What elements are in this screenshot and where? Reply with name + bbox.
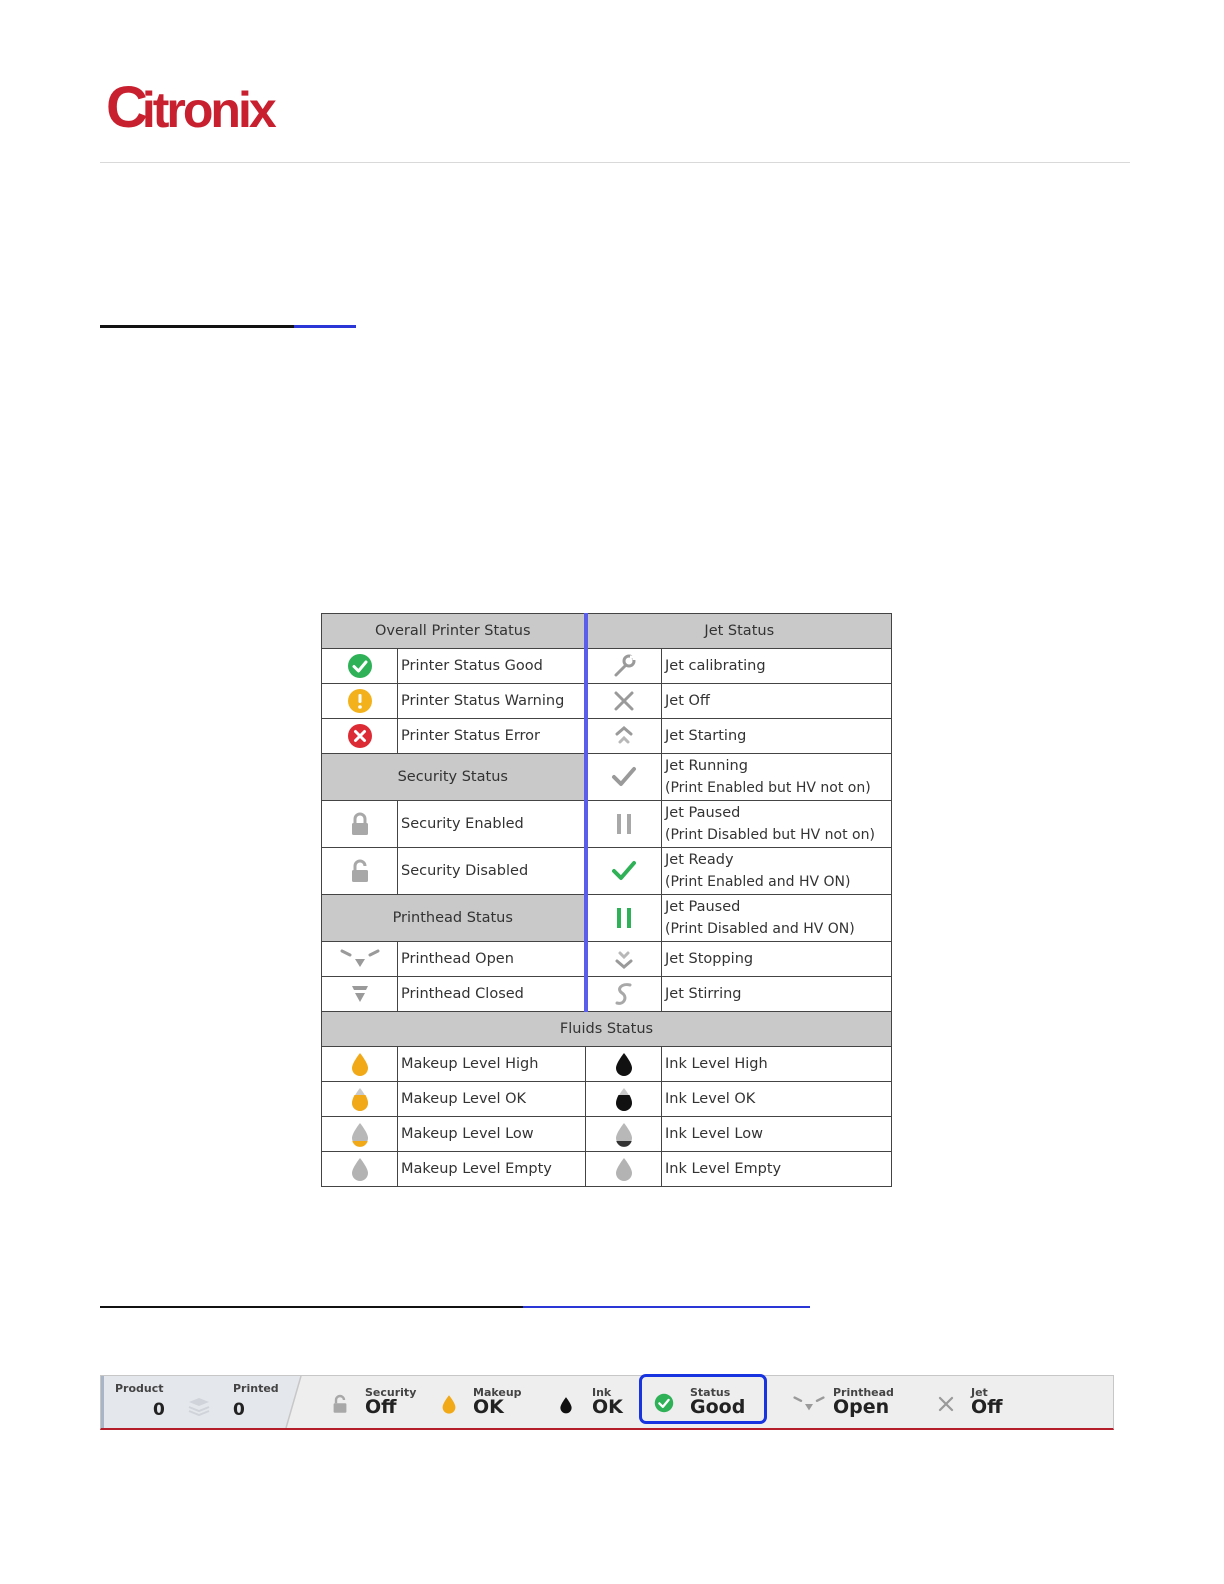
- jet-row-sublabel: (Print Enabled and HV ON): [665, 874, 851, 890]
- check-gray-icon: [611, 766, 637, 788]
- x-icon: [612, 689, 636, 713]
- jet-row-label: Jet Off: [662, 684, 892, 719]
- printed-value: 0: [233, 1400, 245, 1420]
- check-circle-icon: [654, 1393, 674, 1413]
- jet-row-label: Jet Running: [665, 758, 748, 774]
- section-rule-1: [100, 325, 294, 328]
- makeup-value: OK: [473, 1396, 504, 1418]
- layers-icon: [187, 1396, 211, 1416]
- jet-stopping-icon: [612, 947, 636, 971]
- product-counter: [115, 1376, 185, 1428]
- check-circle-icon: [347, 653, 373, 679]
- lock-open-icon: [332, 1394, 348, 1414]
- drop-orange-low-icon: [350, 1121, 370, 1147]
- fluid-row-label: Ink Level Empty: [662, 1152, 892, 1187]
- drop-black-icon: [559, 1395, 573, 1415]
- makeup-indicator[interactable]: [473, 1376, 533, 1428]
- fluid-row-label: Makeup Level Low: [398, 1117, 586, 1152]
- printhead-label: Printhead: [833, 1386, 894, 1399]
- x-icon: [937, 1395, 955, 1413]
- printhead-value: Open: [833, 1396, 890, 1418]
- jet-row-label: Jet Paused: [665, 805, 741, 821]
- fluid-row-label: Makeup Level OK: [398, 1082, 586, 1117]
- printed-counter: [233, 1376, 293, 1428]
- drop-orange-ok-icon: [350, 1086, 370, 1112]
- status-value: Good: [690, 1396, 746, 1418]
- ink-label: Ink: [592, 1386, 612, 1399]
- jet-row-label: Jet Paused: [665, 899, 741, 915]
- product-value: 0: [153, 1400, 165, 1420]
- status-icon-legend-table: [321, 613, 892, 1187]
- error-circle-icon: [347, 723, 373, 749]
- product-label: Product: [115, 1382, 164, 1395]
- jet-value: Off: [971, 1396, 1003, 1418]
- jet-stirring-icon: [612, 981, 636, 1007]
- jet-row-sublabel: (Print Enabled but HV not on): [665, 780, 871, 796]
- security-row-label: Security Enabled: [398, 801, 586, 848]
- overall-row-label: Printer Status Error: [398, 719, 586, 754]
- makeup-label: Makeup: [473, 1386, 522, 1399]
- printhead-row-label: Printhead Closed: [398, 977, 586, 1012]
- warning-circle-icon: [347, 688, 373, 714]
- drop-gray-empty-icon: [350, 1156, 370, 1182]
- status-indicator[interactable]: [690, 1376, 760, 1428]
- drop-orange-full-icon: [350, 1051, 370, 1077]
- fluid-row-label: Makeup Level Empty: [398, 1152, 586, 1187]
- jet-row-sublabel: (Print Disabled and HV ON): [665, 921, 855, 937]
- jet-row-label: Jet Stopping: [662, 942, 892, 977]
- jet-row-sublabel: (Print Disabled but HV not on): [665, 827, 875, 843]
- jet-row-label: Jet calibrating: [662, 649, 892, 684]
- printhead-indicator[interactable]: [833, 1376, 913, 1428]
- fluid-row-label: Makeup Level High: [398, 1047, 586, 1082]
- pause-green-icon: [614, 906, 634, 930]
- citronix-logo: Citronix: [106, 75, 274, 140]
- section-rule-2-link: [523, 1306, 810, 1308]
- security-value: Off: [365, 1396, 397, 1418]
- overall-status-header: Overall Printer Status: [322, 614, 586, 649]
- printhead-status-header: Printhead Status: [322, 895, 586, 942]
- lock-closed-icon: [350, 812, 370, 836]
- security-status-header: Security Status: [322, 754, 586, 801]
- drop-black-ok-icon: [614, 1086, 634, 1112]
- pause-gray-icon: [614, 812, 634, 836]
- fluids-status-header: Fluids Status: [322, 1012, 892, 1047]
- jet-starting-icon: [612, 724, 636, 748]
- printhead-open-icon: [340, 947, 380, 971]
- jet-indicator[interactable]: [971, 1376, 1031, 1428]
- section-rule-1-link: [294, 325, 356, 328]
- printer-status-bar: [100, 1375, 1114, 1430]
- security-indicator[interactable]: [365, 1376, 425, 1428]
- jet-row-label: Jet Ready: [665, 852, 734, 868]
- printed-label: Printed: [233, 1382, 279, 1395]
- jet-label: Jet: [971, 1386, 988, 1399]
- jet-row-label: Jet Stirring: [662, 977, 892, 1012]
- security-label: Security: [365, 1386, 417, 1399]
- jet-status-header: Jet Status: [586, 614, 892, 649]
- printhead-row-label: Printhead Open: [398, 942, 586, 977]
- check-green-icon: [611, 860, 637, 882]
- lock-open-icon: [350, 859, 370, 883]
- fluid-row-label: Ink Level Low: [662, 1117, 892, 1152]
- fluid-row-label: Ink Level OK: [662, 1082, 892, 1117]
- drop-gray-empty-icon: [614, 1156, 634, 1182]
- header-divider: [100, 162, 1130, 163]
- jet-row-label: Jet Starting: [662, 719, 892, 754]
- fluid-row-label: Ink Level High: [662, 1047, 892, 1082]
- drop-orange-icon: [441, 1393, 457, 1415]
- section-rule-2: [100, 1306, 523, 1308]
- overall-row-label: Printer Status Good: [398, 649, 586, 684]
- printhead-open-icon: [793, 1394, 825, 1414]
- drop-black-full-icon: [614, 1051, 634, 1077]
- wrench-icon: [611, 653, 637, 679]
- security-row-label: Security Disabled: [398, 848, 586, 895]
- printhead-closed-icon: [348, 982, 372, 1006]
- status-label: Status: [690, 1386, 731, 1399]
- overall-row-label: Printer Status Warning: [398, 684, 586, 719]
- drop-black-low-icon: [614, 1121, 634, 1147]
- ink-indicator[interactable]: [592, 1376, 642, 1428]
- ink-value: OK: [592, 1396, 623, 1418]
